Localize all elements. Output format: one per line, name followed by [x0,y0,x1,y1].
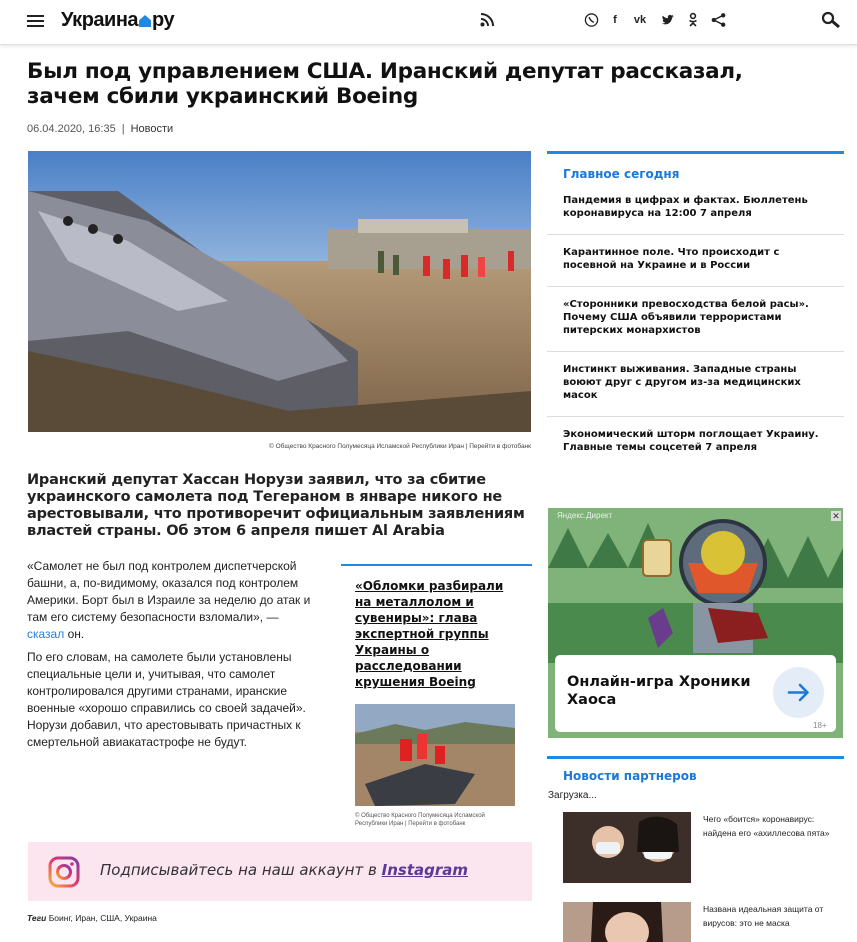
ad-title[interactable]: Онлайн-игра Хроники Хаоса [567,674,751,708]
partner-news-block [547,756,844,928]
search-icon[interactable] [821,11,841,29]
loading-text: Загрузка... [548,790,597,801]
partner-news-title[interactable]: Чего «боится» коронавирус: найдена его «ахиллесова пята» [703,814,830,838]
related-article-photo[interactable] [355,704,515,806]
instagram-banner[interactable] [28,842,532,901]
twitter-icon[interactable] [661,12,675,28]
article-meta [27,123,173,135]
tags-list[interactable]: Боинг, Иран, США, Украина [48,913,157,923]
site-logo[interactable]: Украина ру [61,9,175,31]
viber-icon[interactable] [584,12,599,28]
article-lead: Иранский депутат Хассан Норузи заявил, что за сбитие украинского самолета под Тегераном в январе никого не арестовывали, что противоречит официальным заявлениям властей страны. Об этом 6 апреля пишет Al Arabia [27,472,525,539]
advertisement[interactable] [548,508,843,738]
menu-icon[interactable] [27,15,44,27]
source-link[interactable]: сказал [27,627,65,641]
rss-icon[interactable] [480,13,494,27]
article-rubric-link[interactable]: Новости [130,123,174,135]
related-article[interactable] [341,564,532,828]
top-news-block [547,151,844,468]
site-header [0,0,857,45]
ad-go-button[interactable] [773,667,824,718]
arrow-right-icon [773,667,824,718]
article-paragraph [27,558,312,643]
logo-house-icon [139,15,151,27]
related-article-title[interactable]: «Обломки разбирали на металлолом и сувениры»: глава экспертной группы Украины о расследовании крушения Boeing [355,579,504,689]
article-main-photo[interactable] [28,151,531,432]
photo-credit[interactable]: © Общество Красного Полумесяца Исламской Республики Иран | Перейти в фотобанк [268,443,531,450]
top-news-item[interactable]: Пандемия в цифрах и фактах. Бюллетень коронавируса на 12:00 7 апреля [547,184,844,235]
top-news-item[interactable]: «Сторонники превосходства белой расы». Почему США объявили террористами питерских монархистов [547,287,844,352]
odnoklassniki-icon[interactable] [688,12,698,28]
article-title: Был под управлением США. Иранский депутат рассказал, зачем сбили украинский Boeing [27,59,743,109]
instagram-text: Подписывайтесь на наш аккаунт в [100,861,382,879]
ad-close-icon[interactable]: ✕ [832,511,840,521]
partner-news-title[interactable]: Названа идеальная защита от вирусов: это не маска [703,904,824,928]
partner-news-heading: Новости партнеров [563,769,697,783]
article-body [27,558,312,757]
article-date: 06.04.2020, 16:35 [27,123,116,135]
instagram-link[interactable]: Instagram [381,861,469,879]
partner-news-photo[interactable] [563,812,691,883]
related-photo-credit[interactable]: © Общество Красного Полумесяца Исламской Республики Иран | Перейти в фотобанк [355,813,485,827]
facebook-icon[interactable]: f [613,14,617,26]
top-news-item[interactable]: Карантинное поле. Что происходит с посевной на Украине и в России [547,235,844,287]
top-news-item[interactable]: Инстинкт выживания. Западные страны воюют друг с другом из-за медицинских масок [547,352,844,417]
paragraph-text: «Самолет не был под контролем диспетчерской башни, а, по-видимому, оказался под контролем Америки. Борт был в Израиле за неделю до атак и там его систему безопасности взломали», — [27,559,311,624]
meta-separator: | [121,123,125,135]
article-paragraph: По его словам, на самолете были установлены специальные цели и, учитывая, что самолет контролировался другими странами, иранские военные «хорошо справились со своей задачей». Норузи добавил, что арестовывать причастных к смертельной авиакатастрофе не будут. [27,650,306,749]
instagram-icon [48,856,80,888]
tags-label: Теги [27,913,47,923]
vk-icon[interactable]: vk [633,14,647,26]
top-news-item[interactable]: Экономический шторм поглощает Украину. Главные темы соцсетей 7 апреля [563,429,819,453]
share-icon[interactable] [711,12,726,28]
paragraph-tail: он. [64,627,85,641]
top-news-heading: Главное сегодня [563,167,680,181]
partner-news-photo[interactable] [563,902,691,942]
ad-label: Яндекс.Директ [557,511,613,520]
article-tags [27,913,157,923]
instagram-banner-text [100,861,468,879]
ad-age-rating: 18+ [813,721,827,730]
ad-card[interactable] [555,655,836,732]
